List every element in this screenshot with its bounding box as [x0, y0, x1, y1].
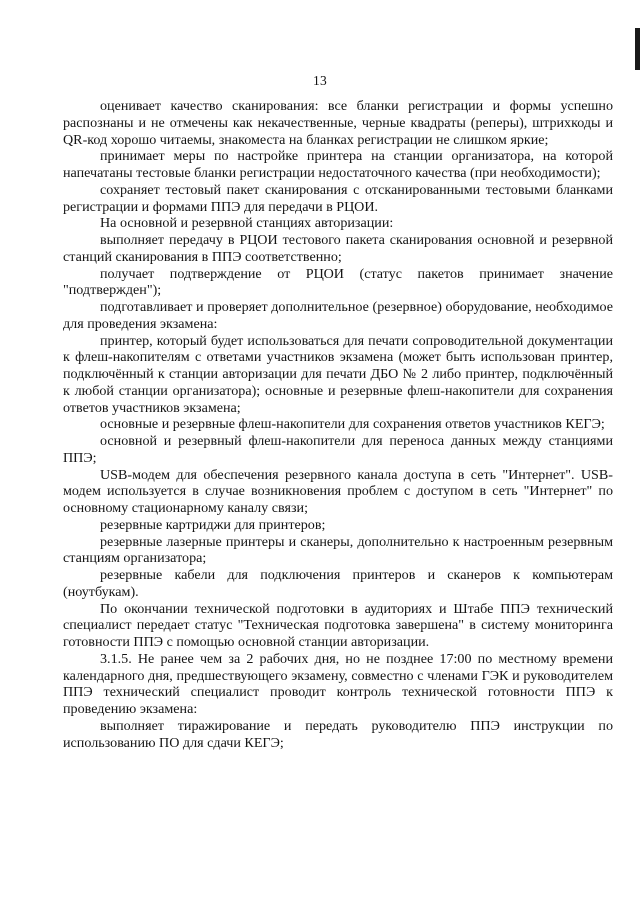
paragraph: принтер, который будет использоваться для печати сопроводительной документации к флеш-накопителям с ответами участников экзамена (может быть использован принтер, подключённый к станции авторизации для печати ДБО № 2 либо принтер, подключённый к любой станции организатора); основные и резервные флеш-накопители для сохранения ответов участников экзамена;: [63, 332, 613, 416]
paragraph: выполняет передачу в РЦОИ тестового пакета сканирования основной и резервной станций сканирования в ППЭ соответственно;: [63, 232, 613, 265]
paragraph: резервные картриджи для принтеров;: [100, 516, 326, 533]
page-number: 13: [313, 73, 327, 88]
paragraph: основной и резервный флеш-накопители для переноса данных между станциями ППЭ;: [63, 433, 613, 466]
paragraph: выполняет тиражирование и передать руководителю ППЭ инструкции по использованию ПО для сдачи КЕГЭ;: [63, 717, 613, 751]
paragraph: оценивает качество сканирования: все бланки регистрации и формы успешно распознаны и не отмечены как некачественные, черные квадраты (реперы), штрихкоды и QR-код хорошо читаемы, знакоместа на бланках регистрации не слишком яркие;: [63, 98, 613, 148]
scan-edge-mark: [635, 28, 640, 70]
section-heading: На основной и резервной станциях авторизации:: [100, 215, 394, 232]
paragraph: основные и резервные флеш-накопители для сохранения ответов участников КЕГЭ;: [100, 416, 605, 433]
paragraph: резервные лазерные принтеры и сканеры, дополнительно к настроенным резервным станциям организатора;: [63, 533, 613, 567]
paragraph: По окончании технической подготовки в аудиториях и Штабе ППЭ технический специалист передает статус "Техническая подготовка завершена" в систему мониторинга готовности ППЭ с помощью основной станции авторизации.: [63, 600, 613, 650]
paragraph: получает подтверждение от РЦОИ (статус пакетов принимает значение "подтвержден");: [63, 265, 613, 299]
paragraph: принимает меры по настройке принтера на станции организатора, на которой напечатаны тестовые бланки регистрации недостаточного качества (при необходимости);: [63, 148, 613, 181]
paragraph: сохраняет тестовый пакет сканирования с отсканированными тестовыми бланками регистрации и формами ППЭ для передачи в РЦОИ.: [63, 181, 613, 215]
paragraph: резервные кабели для подключения принтеров и сканеров к компьютерам (ноутбукам).: [63, 567, 613, 600]
paragraph: 3.1.5. Не ранее чем за 2 рабочих дня, но не позднее 17:00 по местному времени календарного дня, предшествующего экзамену, совместно с членами ГЭК и руководителем ППЭ технический специалист проводит контроль технической готовности ППЭ к проведению экзамена:: [63, 650, 613, 717]
paragraph: USB-модем для обеспечения резервного канала доступа в сеть "Интернет". USB-модем используется в случае возникновения проблем с доступом в сеть "Интернет" по основному стационарному каналу связи;: [63, 466, 613, 516]
paragraph: подготавливает и проверяет дополнительное (резервное) оборудование, необходимое для проведения экзамена:: [63, 299, 613, 332]
page-body: [63, 98, 613, 751]
